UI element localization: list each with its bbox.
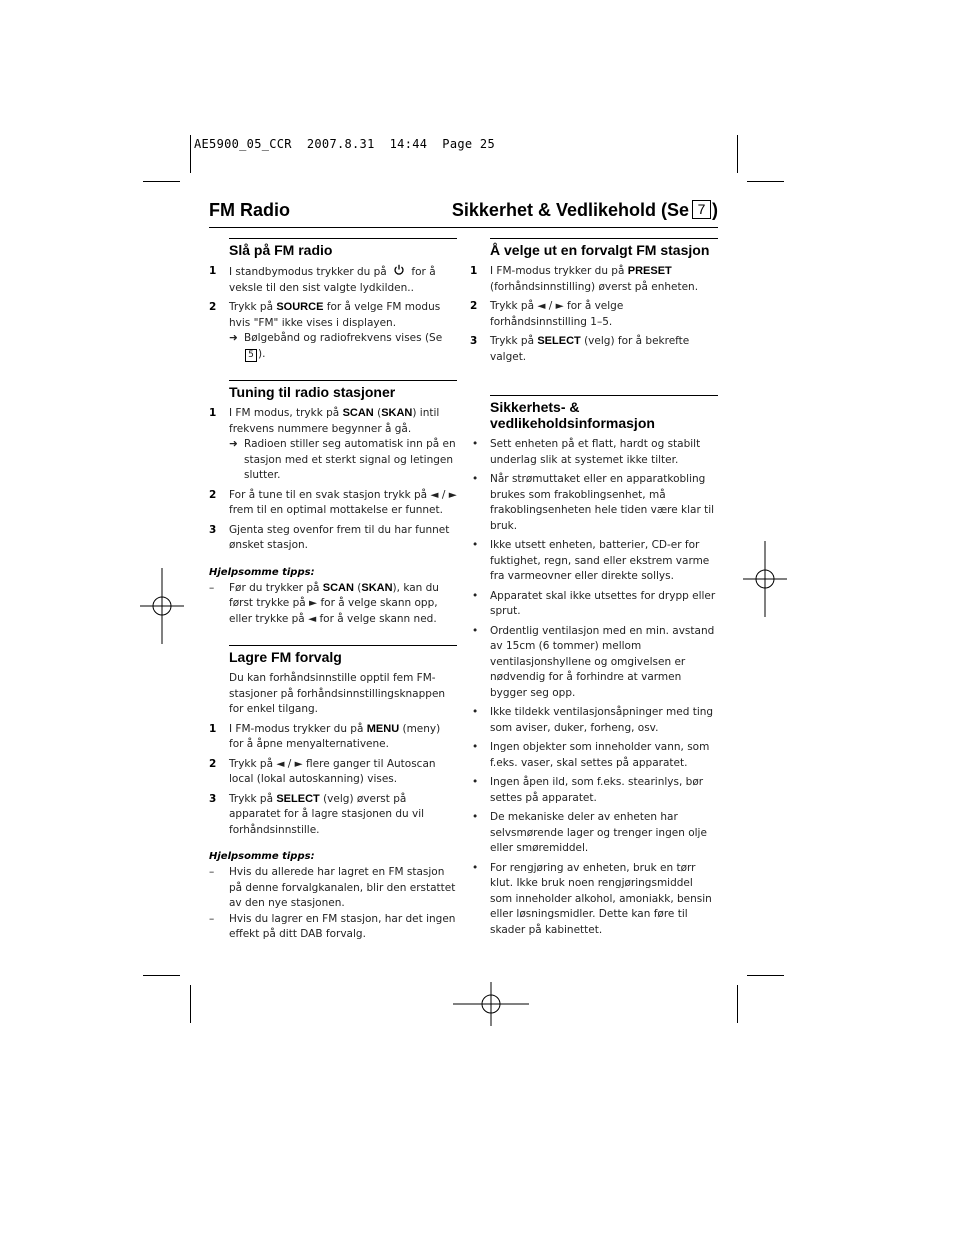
page-title-left: FM Radio xyxy=(209,200,290,220)
step-number: 3 xyxy=(209,792,217,805)
bullet-text: Ikke tildekk ventilasjonsåpninger med ting som aviser, duker, forheng, osv. xyxy=(490,706,714,734)
section-ref-box: 5 xyxy=(245,349,257,362)
crop-mark-bl-h xyxy=(143,975,180,976)
bullet-dot: • xyxy=(472,776,479,788)
step-item xyxy=(209,523,457,554)
tip-dash: – xyxy=(209,581,215,594)
step-item xyxy=(209,406,457,484)
step-item xyxy=(470,299,718,330)
step-number: 3 xyxy=(470,335,478,347)
bullet-dot: • xyxy=(472,811,479,823)
bullet-item xyxy=(470,810,718,857)
bullet-text: Ingen objekter som inneholder vann, som f.eks. vaser, skal settes på apparatet. xyxy=(490,741,710,769)
bullet-item xyxy=(470,589,718,620)
tip-text: ( xyxy=(353,581,362,594)
section-fm-on xyxy=(229,238,457,258)
bullet-text: Sett enheten på et flatt, hardt og stabilt underlag slik at systemet ikke tilter. xyxy=(490,438,701,466)
step-item xyxy=(209,488,457,519)
step-number: 1 xyxy=(209,407,217,419)
step-text: Trykk på xyxy=(490,335,538,347)
tip-dash: – xyxy=(209,912,215,925)
bullet-dot: • xyxy=(472,473,479,485)
power-icon xyxy=(393,264,405,276)
bullet-item xyxy=(470,775,718,806)
section-tuning xyxy=(229,380,457,400)
bullet-text: Når strømuttaket eller en apparatkobling brukes som frakoblingsenhet, må frakoblingsenheten hele tiden være klar til bruk. xyxy=(490,473,715,532)
tip-item xyxy=(209,581,457,628)
key-label: SCAN xyxy=(342,407,374,419)
bullet-dot: • xyxy=(472,438,479,450)
result-text: Radioen stiller seg automatisk inn på en stasjon med et sterkt signal og letingen slutter. xyxy=(244,438,456,481)
step-text: Gjenta steg ovenfor frem til du har funnet ønsket stasjon. xyxy=(229,523,450,551)
step-item xyxy=(209,722,457,753)
step-text: For å tune til en svak stasjon trykk på ◄ / ► frem til en optimal mottakelse er funnet. xyxy=(229,488,457,516)
bullet-item xyxy=(470,437,718,468)
step-number: 2 xyxy=(209,488,217,501)
tip-item xyxy=(209,912,457,943)
step-text: for å veksle til den sist valgte lydkilden.. xyxy=(229,266,436,294)
section-title: Tuning til radio stasjoner xyxy=(229,384,396,400)
step-item xyxy=(209,757,457,788)
step-number: 2 xyxy=(209,301,217,313)
step-text: (forhåndsinnstilling) øverst på enheten. xyxy=(490,280,699,293)
key-label: SELECT xyxy=(537,335,581,347)
step-item xyxy=(209,792,457,839)
bullet-text: Apparatet skal ikke utsettes for drypp eller sprut. xyxy=(490,589,716,617)
step-text: ) intil frekvens nummere begynner å gå. xyxy=(229,407,440,435)
printer-slug: AE5900_05_CCR 2007.8.31 14:44 Page 25 xyxy=(194,137,495,151)
page-header xyxy=(209,200,718,228)
section-title: Slå på FM radio xyxy=(229,242,333,258)
registration-mark-right-icon xyxy=(743,541,787,617)
bullet-dot: • xyxy=(472,706,479,718)
bullet-text: De mekaniske deler av enheten har selvsmørende lager og trenger ingen olje eller smøremiddel. xyxy=(490,811,707,854)
bullet-text: Ordentlig ventilasjon med en min. avstand av 15cm (6 tommer) mellom ventilasjonshyllene og omgivelsen er nødvendig for å forhindre at varmen bygger seg opp. xyxy=(490,624,715,699)
tip-text: Hvis du lagrer en FM stasjon, har det ingen effekt på ditt DAB forvalg. xyxy=(229,912,456,940)
crop-mark-tr-v xyxy=(737,135,738,173)
step-number: 1 xyxy=(209,265,217,277)
key-label: SKAN xyxy=(381,407,413,419)
step-text: I FM modus, trykk på xyxy=(229,407,343,419)
bullet-item xyxy=(470,538,718,585)
key-label: SKAN xyxy=(361,581,393,594)
bullet-text: Ikke utsett enheten, batterier, CD-er for fuktighet, regn, sand eller ekstrem varme fra varmeovner eller direkte sollys. xyxy=(490,539,710,582)
result-text: ). xyxy=(258,347,266,360)
bullet-dot: • xyxy=(472,624,479,637)
page-title-right xyxy=(452,200,718,221)
step-item xyxy=(470,264,718,295)
step-text: Trykk på xyxy=(229,301,277,313)
key-label: PRESET xyxy=(627,265,672,277)
key-label: MENU xyxy=(366,722,400,735)
bullet-text: Ingen åpen ild, som f.eks. stearinlys, bør settes på apparatet. xyxy=(490,776,704,804)
bullet-dot: • xyxy=(472,539,479,551)
bullet-item xyxy=(470,740,718,771)
bullet-dot: • xyxy=(472,589,479,602)
step-text: I standbymodus trykker du på xyxy=(229,266,391,278)
result-line xyxy=(229,437,457,484)
section-title: Å velge ut en forvalgt FM stasjon xyxy=(490,242,710,258)
page-title-right-suffix: ) xyxy=(712,200,718,220)
registration-mark-bottom-icon xyxy=(453,982,529,1026)
crop-mark-br-h xyxy=(747,975,784,976)
bullet-dot: • xyxy=(472,861,479,874)
arrow-right-icon: ➜ xyxy=(229,332,238,344)
key-label: SELECT xyxy=(276,792,320,805)
step-text: (meny) for å åpne menyalternativene. xyxy=(229,722,441,750)
registration-mark-left-icon xyxy=(140,568,184,644)
key-label: SOURCE xyxy=(276,301,324,313)
bullet-item xyxy=(470,472,718,534)
bullet-item xyxy=(470,705,718,736)
crop-mark-tr-h xyxy=(747,181,784,182)
step-number: 1 xyxy=(209,722,217,735)
step-text: I FM-modus trykker du på xyxy=(490,265,628,277)
left-column xyxy=(209,238,457,947)
step-text: for å velge FM modus hvis "FM" ikke vises i displayen. xyxy=(229,301,441,329)
section-title: Lagre FM forvalg xyxy=(229,649,342,665)
arrow-right-icon: ➜ xyxy=(229,438,238,450)
bullet-dot: • xyxy=(472,741,479,753)
section-intro: Du kan forhåndsinnstille opptil fem FM-stasjoner på forhåndsinnstillingsknappen for enkel tilgang. xyxy=(229,672,446,715)
crop-mark-bl-v xyxy=(190,985,191,1023)
crop-mark-tl-v xyxy=(190,135,191,173)
step-item xyxy=(470,334,718,365)
bullet-text: For rengjøring av enheten, bruk en tørr klut. Ikke bruk noen rengjøringsmiddel som inneholder alkohol, amoniakk, bensin eller løsningsmidler. Dette kan føre til skader på kabinettet. xyxy=(490,861,712,936)
tip-text: Hvis du allerede har lagret en FM stasjon på denne forvalgkanalen, blir den erstattet av den nye stasjonen. xyxy=(229,866,456,909)
step-number: 2 xyxy=(470,300,478,312)
crop-mark-br-v xyxy=(737,985,738,1023)
tip-item xyxy=(209,865,457,912)
step-item xyxy=(209,300,457,362)
tip-text: Før du trykker på xyxy=(229,581,323,594)
step-item xyxy=(209,264,457,296)
section-title: Sikkerhets- & vedlikeholdsinformasjon xyxy=(490,399,655,431)
step-number: 2 xyxy=(209,757,217,770)
section-safety xyxy=(490,395,718,431)
crop-mark-tl-h xyxy=(143,181,180,182)
key-label: SCAN xyxy=(322,581,354,594)
step-number: 1 xyxy=(470,265,478,277)
step-text: (velg) øverst på apparatet for å lagre stasjonen du vil forhåndsinnstille. xyxy=(229,792,425,836)
tips-title: Hjelpsomme tipps: xyxy=(209,566,315,578)
step-text: Trykk på ◄ / ► for å velge forhåndsinnstilling 1–5. xyxy=(490,300,624,328)
result-line xyxy=(229,331,457,362)
step-text: I FM-modus trykker du på xyxy=(229,722,367,735)
bullet-item xyxy=(470,624,718,702)
bullet-item xyxy=(470,861,718,939)
tip-text: ), kan du først trykke på ► for å velge skann opp, eller trykke på ◄ for å velge skann ned. xyxy=(229,581,439,625)
result-text: Bølgebånd og radiofrekvens vises (Se xyxy=(244,332,443,344)
section-ref-box: 7 xyxy=(692,200,711,219)
right-column xyxy=(470,238,718,942)
section-presets xyxy=(229,645,457,665)
step-number: 3 xyxy=(209,523,217,536)
step-text: (velg) for å bekrefte valget. xyxy=(490,335,690,363)
step-text: Trykk på ◄ / ► flere ganger til Autoscan local (lokal autoskanning) vises. xyxy=(229,757,436,785)
step-text: ( xyxy=(373,407,382,419)
page-title-right-text: Sikkerhet & Vedlikehold (Se xyxy=(451,200,689,220)
section-select-preset xyxy=(490,238,718,258)
tip-dash: – xyxy=(209,866,215,878)
step-text: Trykk på xyxy=(229,792,277,805)
tips-title: Hjelpsomme tipps: xyxy=(209,851,315,862)
